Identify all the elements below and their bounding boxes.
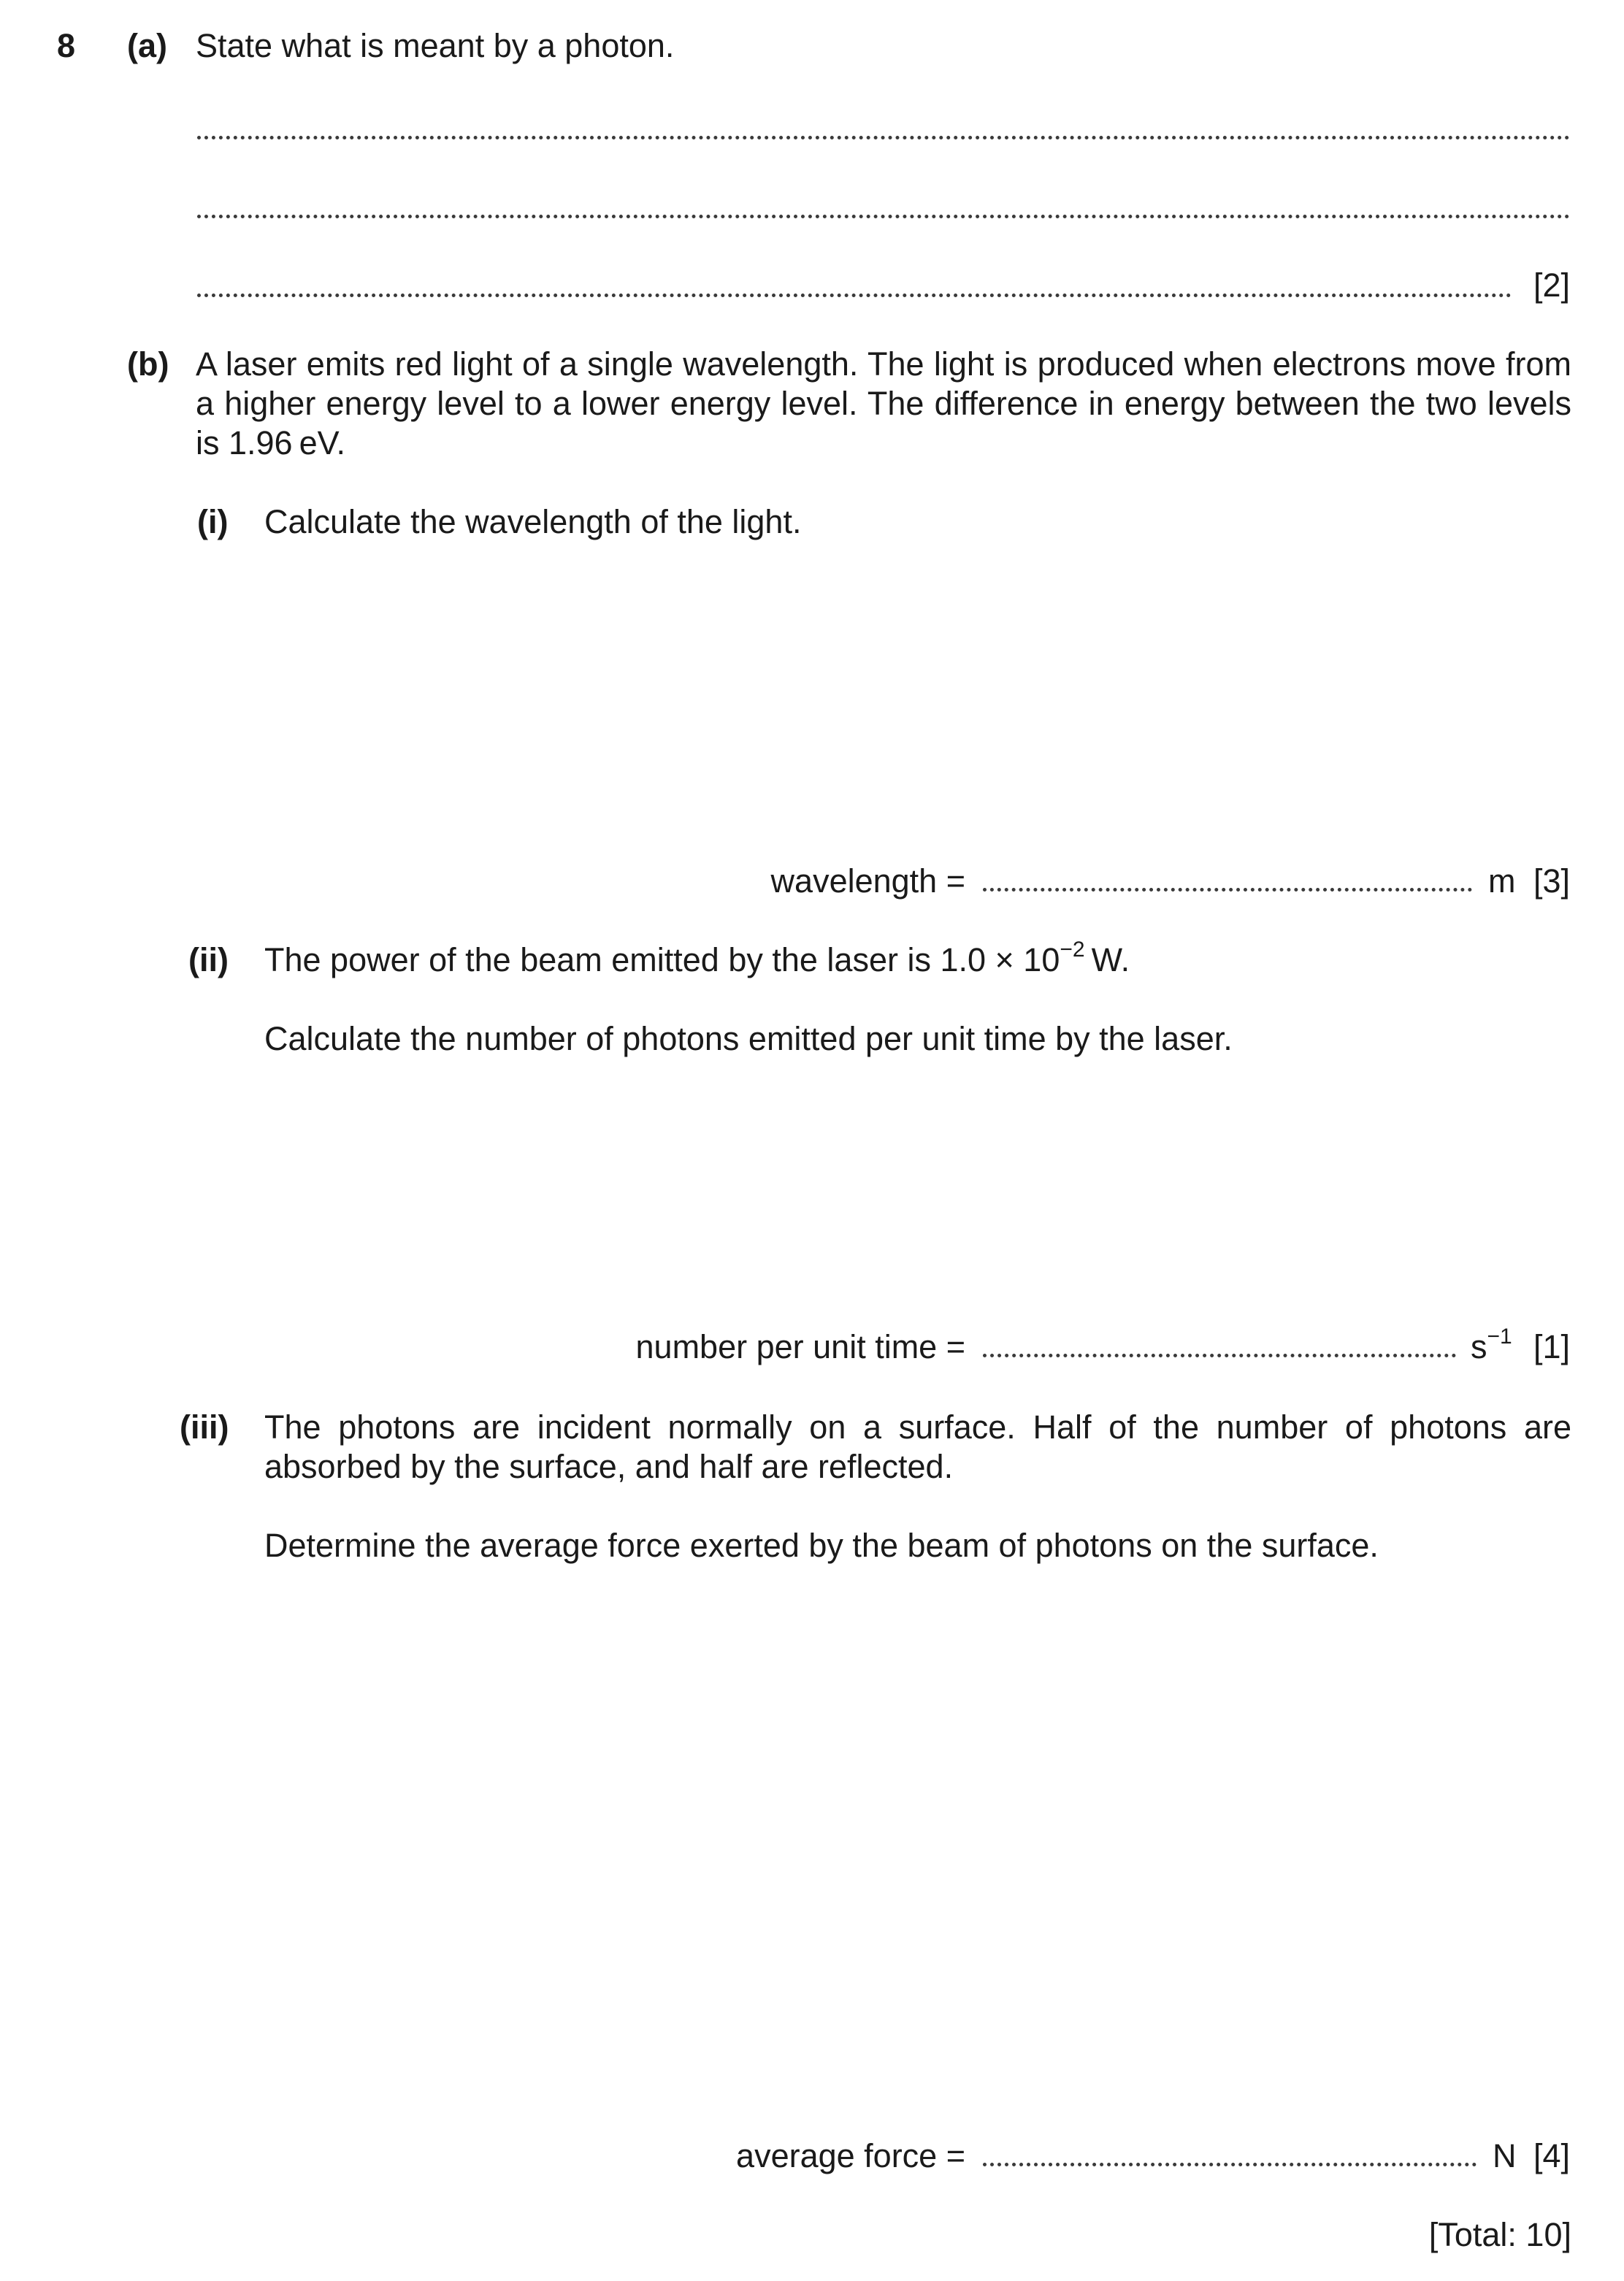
total-marks: [Total: 10] (1428, 2216, 1571, 2253)
wavelength-answer-line[interactable] (983, 888, 1472, 892)
wavelength-unit: m (1488, 862, 1516, 900)
sub-i-question: Calculate the wavelength of the light. (264, 503, 802, 540)
sub-iii-instruction: Determine the average force exerted by the beam of photons on the surface. (264, 1527, 1379, 1564)
wavelength-label: wavelength = (770, 862, 965, 900)
sub-i-marks: [3] (1533, 862, 1571, 900)
sub-ii-label: (ii) (188, 941, 229, 978)
sub-i-label: (i) (197, 503, 229, 540)
number-per-time-label: number per unit time = (635, 1328, 965, 1365)
answer-line-a2[interactable] (197, 215, 1570, 218)
sub-ii-instruction: Calculate the number of photons emitted per unit time by the laser. (264, 1020, 1233, 1057)
part-b-label: (b) (127, 345, 169, 383)
average-force-answer-line[interactable] (983, 2163, 1476, 2166)
part-b-stem: A laser emits red light of a single wavelength. The light is produced when electrons move from a higher energy level to a lower energy level. The difference in energy between the two levels is 1.96 eV. (196, 345, 1571, 461)
number-per-time-unit: $s^{-1}$ (1471, 1324, 1512, 1365)
part-a-marks: [2] (1533, 267, 1571, 304)
sub-iii-marks: [4] (1533, 2137, 1571, 2174)
answer-line-a1[interactable] (197, 136, 1570, 139)
part-a-label: (a) (127, 27, 167, 64)
question-number: 8 (57, 27, 76, 64)
sub-ii-marks: [1] (1533, 1328, 1571, 1365)
part-a-question: State what is meant by a photon. (196, 27, 675, 64)
number-per-time-answer-line[interactable] (983, 1354, 1456, 1357)
average-force-label: average force = (736, 2137, 965, 2174)
sub-iii-label: (iii) (180, 1408, 229, 1446)
answer-line-a3[interactable] (197, 294, 1512, 297)
sub-ii-question: The power of the beam emitted by the laser is $1.0 \times 10^{-2}$ W. (264, 938, 1130, 978)
sub-iii-question: The photons are incident normally on a surface. Half of the number of photons are absorbed by the surface, and half are reflected. (264, 1408, 1571, 1485)
average-force-unit: N (1493, 2137, 1517, 2174)
